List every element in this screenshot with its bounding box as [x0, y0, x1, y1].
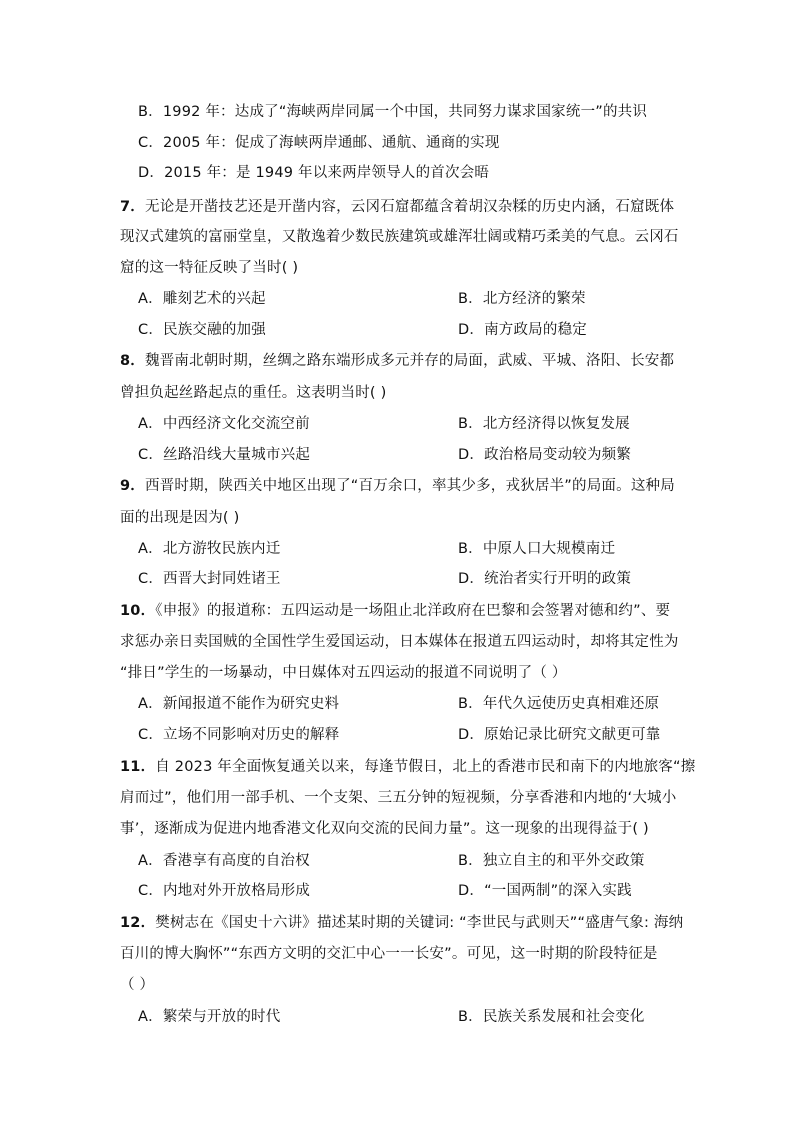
q12-stem-line1	[120, 913, 683, 933]
q10-stem-line3: “排日”学生的一场暴动，中日媒体对五四运动的报道不同说明了（ ）	[120, 665, 567, 681]
q7-stem-line2: 现汉式建筑的富丽堂皇，又散逸着少数民族建筑或雄浑壮阔或精巧柔美的气息。云冈石	[120, 229, 679, 245]
q10-text: 《申报》的报道称：五四运动是一场阻止北洋政府在巴黎和会签署对德和约”、要	[155, 603, 671, 619]
q6-option-b: B．1992 年：达成了“海峡两岸同属一个中国，共同努力谋求国家统一”的共识	[138, 104, 648, 120]
q10-stem-line2: 求惩办亲日卖国贼的全国性学生爱国运动，日本媒体在报道五四运动时，却将其定性为	[120, 634, 679, 650]
q8-stem-line1	[120, 351, 674, 371]
q10-stem-line1	[120, 601, 670, 621]
q12-text: 樊树志在《国史十六讲》描述某时期的关键词: “李世民与武则天”“盛唐气象: 海纳	[155, 915, 684, 931]
q10-option-d: D．原始记录比研究文献更可靠	[458, 727, 661, 743]
q8-option-c: C．丝路沿线大量城市兴起	[138, 447, 311, 463]
q12-option-a: A．繁荣与开放的时代	[138, 1009, 281, 1025]
q10-number: 10．	[120, 603, 156, 619]
q11-stem-line1	[120, 757, 695, 777]
q8-option-a: A．中西经济文化交流空前	[138, 416, 310, 432]
q7-number: 7．	[120, 199, 145, 215]
q9-option-b: B．中原人口大规模南迁	[458, 541, 616, 557]
q11-number: 11．	[120, 759, 156, 775]
q9-option-a: A．北方游牧民族内迁	[138, 541, 281, 557]
q8-number: 8．	[120, 353, 145, 369]
q11-text: 自 2023 年全面恢复通关以来，每逢节假日，北上的香港市民和南下的内地旅客“擦	[155, 759, 696, 775]
q6-option-c: C．2005 年：促成了海峡两岸通邮、通航、通商的实现	[138, 135, 500, 151]
q10-option-c: C．立场不同影响对历史的解释	[138, 727, 340, 743]
q9-text: 西晋时期，陕西关中地区出现了“百万余口，率其少多，戎狄居半”的局面。这种局	[145, 478, 675, 494]
q9-stem-line2: 面的出现是因为( )	[120, 510, 240, 526]
q12-stem-line3: （ ）	[120, 977, 155, 993]
q8-text: 魏晋南北朝时期，丝绸之路东端形成多元并存的局面，武威、平城、洛阳、长安都	[145, 353, 675, 369]
q8-option-b: B．北方经济得以恢复发展	[458, 416, 630, 432]
q11-option-d: D．“一国两制”的深入实践	[458, 883, 632, 899]
q8-option-d: D．政治格局变动较为频繁	[458, 447, 632, 463]
q7-option-b: B．北方经济的繁荣	[458, 291, 586, 307]
q7-text: 无论是开凿技艺还是开凿内容，云冈石窟都蕴含着胡汉杂糅的历史内涵，石窟既体	[145, 199, 675, 215]
q10-option-b: B．年代久远使历史真相难还原	[458, 696, 660, 712]
q7-stem-line3: 窟的这一特征反映了当时( )	[120, 260, 299, 276]
q11-option-a: A．香港享有高度的自治权	[138, 853, 310, 869]
q12-option-b: B．民族关系发展和社会变化	[458, 1009, 645, 1025]
q9-number: 9．	[120, 478, 145, 494]
q11-option-c: C．内地对外开放格局形成	[138, 883, 311, 899]
q7-option-c: C．民族交融的加强	[138, 322, 266, 338]
q7-option-d: D．南方政局的稳定	[458, 322, 587, 338]
q8-stem-line2: 曾担负起丝路起点的重任。这表明当时( )	[120, 385, 387, 401]
q6-option-d: D．2015 年：是 1949 年以来两岸领导人的首次会晤	[138, 165, 490, 181]
q11-stem-line2: 肩而过”，他们用一部手机、一个支架、三五分钟的短视频，分享香港和内地的‘大城小	[120, 790, 677, 806]
q11-option-b: B．独立自主的和平外交政策	[458, 853, 645, 869]
q12-stem-line2: 百川的博大胸怀”“东西方文明的交汇中心一一长安”。可见，这一时期的阶段特征是	[120, 946, 658, 962]
q7-stem-line1	[120, 197, 674, 217]
q11-stem-line3: 事’，逐渐成为促进内地香港文化双向交流的民间力量”。这一现象的出现得益于( )	[120, 821, 649, 837]
q9-stem-line1	[120, 476, 675, 496]
q9-option-c: C．西晋大封同姓诸王	[138, 571, 281, 587]
q9-option-d: D．统治者实行开明的政策	[458, 571, 632, 587]
q7-option-a: A．雕刻艺术的兴起	[138, 291, 266, 307]
q10-option-a: A．新闻报道不能作为研究史料	[138, 696, 340, 712]
q12-number: 12．	[120, 915, 156, 931]
